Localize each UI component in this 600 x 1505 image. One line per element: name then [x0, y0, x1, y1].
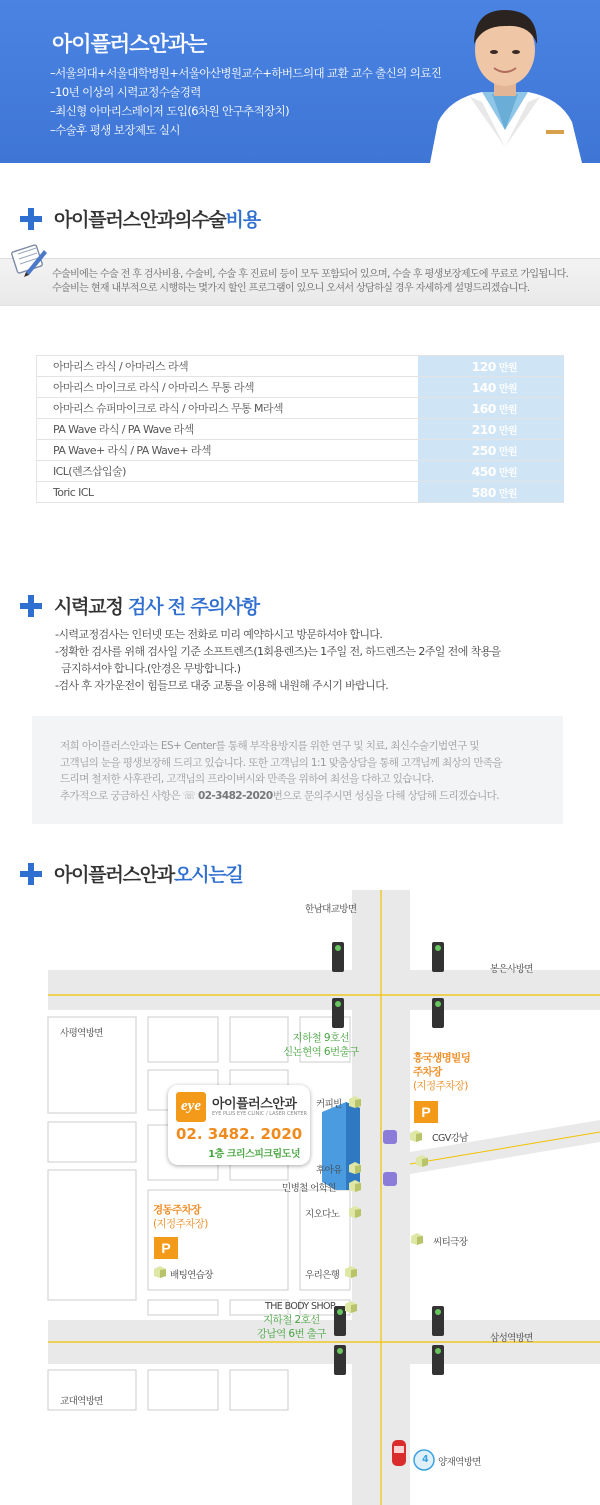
parking-gyeongdong: 경동주차장 (지정주차장)	[153, 1204, 208, 1230]
parking-icon: P	[154, 1237, 178, 1259]
building-icon	[154, 1266, 166, 1278]
building-icon	[410, 1130, 422, 1142]
cost-title-main: 아이플러스안과의수술	[54, 209, 226, 231]
info-phone[interactable]: 02-3482-2020	[198, 789, 273, 802]
map-label-minbyeongcheol: 민병철 어학원	[282, 1183, 336, 1194]
procedure-name: 아마리스 슈퍼마이크로 라식 / 아마리스 무통 M라섹	[37, 398, 418, 419]
notice-item: -검사 후 자가운전이 힘들므로 대중 교통을 이용해 내원해 주시기 바랍니다.	[55, 679, 389, 692]
map-label-batting: 배팅연습장	[170, 1270, 213, 1281]
memo-line: 수술비에는 수술 전 후 검사비용, 수술비, 수술 후 진료비 등이 모두 포함되어 있으며, 수술 후 평생보장제도에 무료로 가입됩니다.	[52, 269, 569, 280]
notice-section-header	[20, 592, 259, 619]
table-row	[37, 440, 564, 461]
procedure-name: ICL(렌즈삽입술)	[37, 461, 418, 482]
notice-item: 금지하셔야 합니다.(안경은 무방합니다.)	[61, 662, 241, 675]
hero-feature-item: –수술후 평생 보장제도 실시	[50, 123, 180, 137]
building-icon	[349, 1180, 361, 1192]
info-text	[60, 738, 560, 804]
table-row	[37, 398, 564, 419]
plus-icon	[20, 595, 42, 617]
clinic-callout	[168, 1085, 310, 1165]
notice-section-title	[54, 592, 259, 619]
price-table	[36, 355, 564, 503]
hero-feature-item: –최신형 아마리스레이저 도입(6차원 안구추적장치)	[50, 104, 289, 118]
map-label-city-theater: 씨티극장	[433, 1237, 468, 1248]
phone-icon: ☏	[182, 789, 199, 802]
plus-icon	[20, 863, 42, 885]
map-title-main: 아이플러스안과	[54, 864, 175, 886]
clinic-name: 아이플러스안과	[212, 1097, 297, 1112]
procedure-price: 210 만원	[418, 419, 564, 440]
table-row	[37, 461, 564, 482]
subway-gangnam: 지하철 2호선 강남역 6번 출구	[257, 1314, 326, 1340]
hero-title: 아이플러스안과는	[52, 32, 207, 56]
map-label-samseong: 삼성역방면	[490, 1333, 533, 1344]
building-icon	[345, 1266, 357, 1278]
map-label-giordano: 지오다노	[305, 1209, 340, 1220]
table-row	[37, 419, 564, 440]
notice-list	[55, 626, 575, 694]
map-roads	[0, 890, 600, 1505]
notice-title-highlight: 검사 전 주의사항	[128, 596, 259, 618]
map-label-woori-bank: 우리은행	[305, 1270, 340, 1281]
line4-badge: 4	[422, 1454, 429, 1465]
clinic-logo: eye	[176, 1092, 206, 1122]
subway-sinnonhyeon: 지하철 9호선 신논현역 6번출구	[283, 1032, 359, 1058]
map-label-yangjae: 양재역방면	[438, 1457, 481, 1468]
map-section-title	[54, 860, 243, 887]
map-title-highlight: 오시는길	[174, 864, 243, 886]
cost-section-header	[20, 205, 260, 232]
hero-feature-item: –10년 이상의 시력교정수술경력	[50, 85, 201, 99]
table-row	[37, 482, 564, 503]
hero-banner	[0, 0, 600, 163]
memo-pencil-icon	[6, 238, 50, 282]
procedure-price: 450 만원	[418, 461, 564, 482]
map-label-gyodae: 교대역방면	[60, 1396, 103, 1407]
parking-icon: P	[414, 1101, 438, 1123]
clinic-subtitle: EYE PLUS EYE CLINIC / LASER CENTER	[212, 1111, 308, 1117]
building-icon	[416, 1155, 428, 1167]
notice-item: -정확한 검사를 위해 검사일 기준 소프트렌즈(1회용렌즈)는 1주일 전, 하드렌즈는 2주일 전에 착용을	[55, 645, 501, 658]
map-label-sapyeong: 사평역방면	[60, 1028, 103, 1039]
info-line: 저희 아이플러스안과는 ES+ Center를 통해 부작용방지를 위한 연구 및 치료, 최신수술기법연구 및	[60, 740, 479, 752]
map-label-body-shop: THE BODY SHOP	[265, 1301, 335, 1312]
map-label-bongeunsa: 봉은사방면	[490, 964, 533, 975]
table-row	[37, 377, 564, 398]
building-icon	[345, 1301, 357, 1313]
building-icon	[349, 1162, 361, 1174]
procedure-name: 아마리스 마이크로 라식 / 아마리스 무통 라섹	[37, 377, 418, 398]
procedure-price: 160 만원	[418, 398, 564, 419]
building-icon	[349, 1206, 361, 1218]
procedure-price: 250 만원	[418, 440, 564, 461]
info-line: 고객님의 눈을 평생보장해 드리고 있습니다. 또한 고객님의 1:1 맞춤상담을 통해 고객님께 최상의 만족을	[60, 756, 502, 769]
procedure-price: 140 만원	[418, 377, 564, 398]
building-icon	[349, 1096, 361, 1108]
table-row	[37, 356, 564, 377]
procedure-price: 120 만원	[418, 356, 564, 377]
clinic-address: 1층 크리스피크림도넛	[208, 1149, 300, 1160]
hero-feature-item: –서울의대+서울대학병원+서울아산병원교수+하버드의대 교환 교수 출신의 의료진	[50, 66, 442, 80]
procedure-name: Toric ICL	[37, 482, 418, 503]
map-section-header	[20, 860, 243, 887]
parking-heungkuk: 흥국생명빌딩 주차장 (지정주차장)	[413, 1052, 471, 1092]
memo-text	[52, 268, 592, 296]
map-label-cgv: CGV강남	[432, 1133, 468, 1144]
map-label-hoau: 후아유	[316, 1165, 342, 1176]
notice-item: -시력교정검사는 인터넷 또는 전화로 미리 예약하시고 방문하셔야 합니다.	[55, 628, 383, 641]
procedure-name: PA Wave 라식 / PA Wave 라섹	[37, 419, 418, 440]
procedure-name: PA Wave+ 라식 / PA Wave+ 라섹	[37, 440, 418, 461]
clinic-phone[interactable]: 02. 3482. 2020	[176, 1125, 303, 1143]
map-label-coffee-bean: 커피빈	[316, 1099, 342, 1110]
procedure-price: 580 만원	[418, 482, 564, 503]
cost-title-highlight: 비용	[225, 209, 260, 231]
doctor-photo	[410, 2, 600, 163]
notice-title-main: 시력교정	[54, 596, 123, 618]
building-icon	[411, 1233, 423, 1245]
info-line: 추가적으로 궁금하신 사항은 ☏ 02-3482-2020번으로 문의주시면 성심을 다해 상담해 드리겠습니다.	[60, 789, 499, 802]
procedure-name: 아마리스 라식 / 아마리스 라섹	[37, 356, 418, 377]
memo-line: 수술비는 현재 내부적으로 시행하는 몇가지 할인 프로그램이 있으니 오셔서 상담하실 경우 자세하게 설명드리겠습니다.	[52, 283, 530, 294]
plus-icon	[20, 208, 42, 230]
info-line: 드리며 철저한 사후관리, 고객님의 프라이버시와 만족을 위하여 최선을 다하고 있습니다.	[60, 773, 434, 785]
map-label-hannam: 한남대교방면	[305, 904, 357, 915]
cost-section-title	[54, 205, 260, 232]
hero-feature-list	[50, 64, 441, 140]
